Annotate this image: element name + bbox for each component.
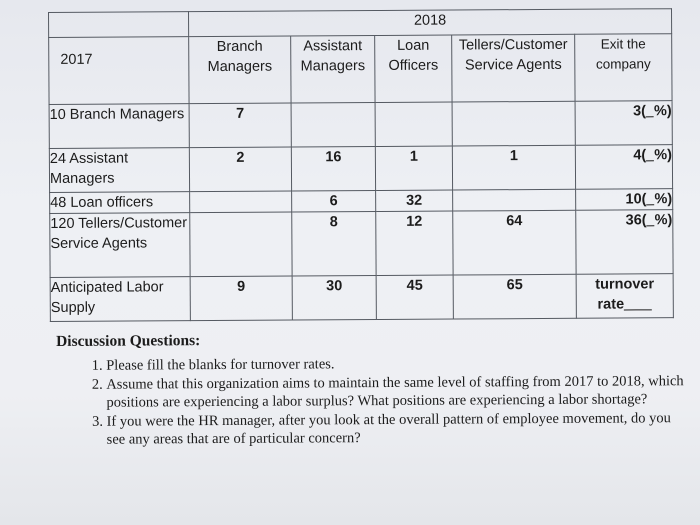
cell-assistant: 16 — [291, 147, 375, 192]
year-2018-row — [49, 9, 672, 38]
col-header-exit-company: Exit the company — [575, 34, 672, 102]
year-2018-header — [189, 9, 672, 37]
exit-count: 10( — [625, 191, 647, 208]
cell-exit — [575, 145, 672, 190]
cell-loan — [375, 102, 452, 146]
table-row-tellers — [50, 210, 673, 278]
cell-branch — [190, 191, 292, 213]
question-item: 1. Please fill the blanks for turnover rates. — [106, 353, 686, 375]
cell-assistant — [291, 103, 375, 148]
year-2017-label: 2017 — [60, 51, 93, 68]
turnover-rate-blank[interactable] — [624, 296, 652, 310]
rate-label: rate — [597, 296, 625, 313]
blank-corner-cell — [49, 12, 189, 38]
cell-exit — [576, 210, 673, 275]
cell-assistant: 8 — [292, 212, 376, 277]
discussion-title: Discussion Questions: — [56, 332, 201, 350]
col-header-assistant-managers: Assistant Managers — [291, 36, 375, 104]
col-header-loan-officers: Loan Officers — [375, 35, 452, 102]
table-row-branch-managers — [49, 101, 672, 149]
row-label: Anticipated Labor Supply — [50, 277, 190, 322]
transition-matrix-table — [48, 8, 674, 322]
cell-branch — [190, 212, 292, 277]
cell-branch: 7 — [189, 103, 291, 148]
discussion-section — [56, 329, 687, 450]
staffing-table-sheet — [48, 8, 674, 322]
exit-percent-suffix: %) — [653, 103, 672, 120]
cell-tellers: 65 — [453, 274, 576, 319]
question-item: 2. Assume that this organization aims to maintain the same level of staffing from 2017 to 2018, which positions are experiencing a labor surplus? What positions are experiencing a labor shortage? — [106, 372, 686, 412]
year-2017-header — [49, 37, 189, 105]
exit-count: 3( — [632, 103, 646, 120]
row-label: 24 Assistant Managers — [49, 148, 189, 193]
cell-loan: 32 — [376, 190, 453, 211]
cell-loan: 45 — [376, 275, 453, 319]
cell-tellers: 64 — [453, 210, 576, 275]
col-header-tellers: Tellers/Customer Service Agents — [452, 34, 575, 102]
cell-loan: 12 — [376, 211, 453, 275]
table-row-assistant-managers — [49, 145, 672, 193]
cell-exit — [576, 189, 673, 211]
year-2018-label: 2018 — [413, 12, 447, 29]
cell-loan: 1 — [375, 146, 452, 190]
cell-branch: 2 — [189, 147, 291, 192]
column-header-row — [49, 34, 672, 105]
cell-tellers: 1 — [452, 145, 575, 190]
row-label: 10 Branch Managers — [49, 104, 189, 149]
cell-assistant: 30 — [292, 276, 376, 321]
row-label: 120 Tellers/Customer Service Agents — [50, 213, 190, 278]
cell-exit — [575, 101, 672, 146]
exit-percent-suffix: %) — [654, 191, 673, 208]
row-label: 48 Loan officers — [50, 192, 190, 214]
cell-branch: 9 — [190, 276, 292, 321]
exit-percent-suffix: %) — [654, 212, 673, 229]
exit-count: 36( — [625, 212, 647, 229]
cell-tellers — [453, 189, 576, 211]
cell-turnover-rate — [576, 274, 673, 319]
question-list — [56, 353, 687, 449]
col-header-branch-managers: Branch Managers — [189, 36, 291, 104]
question-item: 3. If you were the HR manager, after you look at the overall pattern of employee movement, do you see any areas that are of particular concern? — [106, 409, 686, 449]
turnover-label: turnover — [595, 276, 655, 293]
cell-tellers — [452, 101, 575, 146]
cell-assistant: 6 — [292, 191, 376, 213]
exit-count: 4( — [633, 147, 647, 164]
table-row-anticipated-supply — [50, 274, 673, 322]
exit-percent-suffix: %) — [654, 147, 672, 164]
